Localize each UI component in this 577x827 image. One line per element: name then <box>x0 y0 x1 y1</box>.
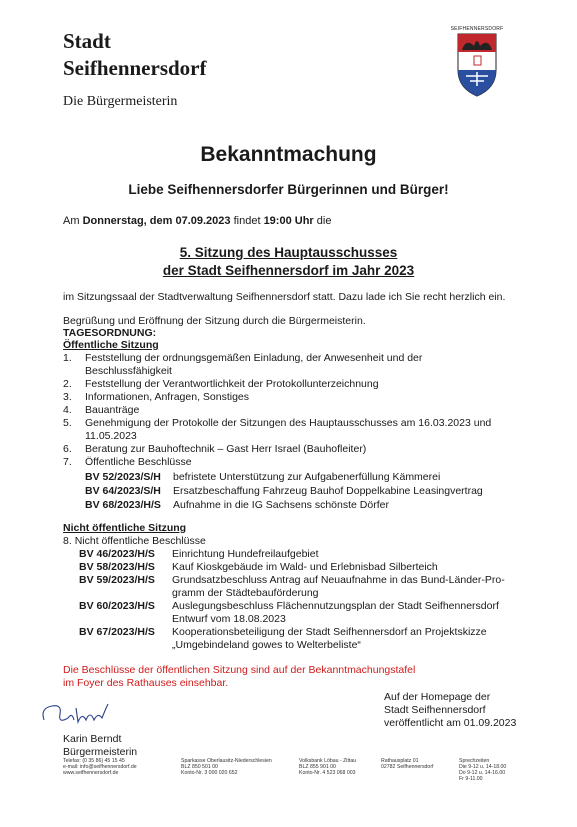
resolution-text: Ersatzbeschaffung Fahrzeug Bauhof Doppelkabine Leasingvertrag <box>173 485 483 497</box>
handwritten-signature <box>38 698 138 732</box>
location-text: im Sitzungssaal der Stadtverwaltung Seifhennersdorf statt. Dazu lade ich Sie recht herzlich ein. <box>63 291 506 303</box>
bank-account: Konto-Nr. 3 000 020 652 <box>181 770 238 776</box>
city-line-1: Stadt <box>63 29 111 53</box>
session-title-1: 5. Sitzung des Hauptausschusses <box>179 245 398 260</box>
resolution-text: Grundsatzbeschluss Antrag auf Neuaufnahme in das Bund-Länder-Pro- <box>172 574 505 586</box>
crest-label: SEIFHENNERSDORF <box>450 26 504 32</box>
resolution-row <box>79 548 549 561</box>
resolution-row <box>79 561 549 574</box>
list-item <box>63 443 543 456</box>
welcome-text: Begrüßung und Eröffnung der Sitzung durch die Bürgermeisterin. <box>63 315 366 327</box>
footer-website-link[interactable]: www.seifhennersdorf.de <box>63 770 119 776</box>
intro-middle: findet <box>230 215 264 227</box>
resolution-code: BV 59/2023/H/S <box>79 574 155 586</box>
hours-tuesday: Die 9-12 u. 14-18.00 <box>459 764 507 770</box>
bank-name: Volksbank Löbau - Zittau <box>299 758 357 764</box>
meeting-date: Donnerstag, dem 07.09.2023 <box>82 215 231 227</box>
public-agenda-list <box>63 352 543 469</box>
nonpublic-item <box>63 535 206 548</box>
resolution-row <box>85 485 545 499</box>
publication-date: veröffentlicht am 01.09.2023 <box>384 717 517 729</box>
public-notice <box>63 664 415 690</box>
signer-name: Karin Berndt <box>63 733 122 745</box>
item-number: 6. <box>63 443 72 455</box>
address-city: 02782 Seifhennersdorf <box>381 764 434 770</box>
resolution-code: BV 58/2023/H/S <box>79 561 155 573</box>
item-text: Feststellung der Verantwortlichkeit der Protokollunterzeichnung <box>85 378 379 390</box>
footer-email-link[interactable]: e-mail: info@seifhennersdorf.de <box>63 764 137 770</box>
footer-bank-2 <box>299 758 356 776</box>
hours-heading: Sprechzeiten <box>459 758 490 764</box>
item-number: 5. <box>63 417 72 429</box>
list-item <box>63 352 543 378</box>
item-number: 1. <box>63 352 72 364</box>
item-number: 8. <box>63 535 72 547</box>
nonpublic-resolutions-list <box>79 548 549 652</box>
item-text: Informationen, Anfragen, Sonstiges <box>85 391 250 403</box>
city-line-2: Seifhennersdorf <box>63 56 207 80</box>
resolution-row <box>79 574 549 600</box>
city-name <box>63 28 207 82</box>
item-number: 2. <box>63 378 72 390</box>
resolution-row <box>79 600 549 626</box>
publication-line-2: Stadt Seifhennersdorf <box>384 704 486 716</box>
notice-line-1: Die Beschlüsse der öffentlichen Sitzung sind auf der Bekanntmachungstafel <box>63 664 416 676</box>
item-number: 7. <box>63 456 72 468</box>
resolution-text: Kooperationsbeteiligung der Stadt Seifhennersdorf an Projektskizze <box>172 626 487 638</box>
list-item <box>63 417 543 443</box>
footer-bank-1 <box>181 758 272 776</box>
resolution-text: Auslegungsbeschluss Flächennutzungsplan der Stadt Seifhennersdorf <box>172 600 499 612</box>
item-text: Beratung zur Bauhoftechnik – Gast Herr Israel (Bauhofleiter) <box>85 443 367 455</box>
resolution-text: Einrichtung Hundefreilaufgebiet <box>172 548 319 560</box>
intro-text <box>63 215 331 228</box>
publication-note <box>384 691 516 730</box>
item-number: 3. <box>63 391 72 403</box>
notice-line-2: im Foyer des Rathauses einsehbar. <box>63 677 229 689</box>
resolution-code: BV 67/2023/H/S <box>79 626 155 638</box>
item-number: 4. <box>63 404 72 416</box>
publication-line-1: Auf der Homepage der <box>384 691 491 703</box>
hours-friday: Fr 9-11.00 <box>459 776 483 782</box>
session-title-2: der Stadt Seifhennersdorf im Jahr 2023 <box>162 263 415 278</box>
signer-role: Bürgermeisterin <box>63 746 138 758</box>
list-item <box>63 404 543 417</box>
item-text: Feststellung der ordnungsgemäßen Einladung, der Anwesenheit und der <box>85 352 423 364</box>
greeting: Liebe Seifhennersdorfer Bürgerinnen und Bürger! <box>128 182 449 197</box>
resolution-text: befristete Unterstützung zur Aufgabenerfüllung Kämmerei <box>173 471 441 483</box>
footer-hours <box>459 758 506 782</box>
item-text: Öffentliche Beschlüsse <box>85 456 192 468</box>
item-text: Genehmigung der Protokolle der Sitzungen des Hauptausschusses am 16.03.2023 und <box>85 417 492 429</box>
item-text: Nicht öffentliche Beschlüsse <box>74 535 206 547</box>
intro-prefix: Am <box>63 215 83 227</box>
hours-thursday: Do 9-12 u. 14-16.00 <box>459 770 506 776</box>
office-title: Die Bürgermeisterin <box>63 94 178 109</box>
bank-blz: BLZ 855 901 00 <box>299 764 336 770</box>
resolution-text: Aufnahme in die IG Sachsens schönste Dörfer <box>173 499 389 511</box>
public-resolutions-list <box>85 471 545 513</box>
nonpublic-session-heading: Nicht öffentliche Sitzung <box>63 522 187 534</box>
list-item <box>63 456 543 469</box>
bank-name: Sparkasse Oberlausitz-Niederschlesien <box>181 758 272 764</box>
resolution-row <box>79 626 549 652</box>
resolution-code: BV 68/2023/H/S <box>85 499 161 511</box>
resolution-text-cont: gramm der Städtebauförderung <box>172 587 319 599</box>
resolution-text-cont: Entwurf vom 18.08.2023 <box>172 613 286 625</box>
list-item <box>63 391 543 404</box>
signature-block <box>63 733 137 759</box>
meeting-time: 19:00 Uhr <box>263 215 314 227</box>
public-session-heading: Öffentliche Sitzung <box>63 339 159 351</box>
resolution-code: BV 52/2023/S/H <box>85 471 161 483</box>
resolution-row <box>85 471 545 485</box>
footer-contact <box>63 758 137 776</box>
crest-shield-icon <box>446 26 508 100</box>
bank-blz: BLZ 850 501 00 <box>181 764 218 770</box>
item-text: Bauanträge <box>85 404 140 416</box>
bank-account: Konto-Nr. 4 523 068 003 <box>299 770 356 776</box>
footer-address <box>381 758 434 770</box>
resolution-text: Kauf Kioskgebäude im Wald- und Erlebnisbad Silberteich <box>172 561 438 573</box>
resolution-code: BV 64/2023/S/H <box>85 485 161 497</box>
page-title: Bekanntmachung <box>200 143 377 166</box>
agenda-heading: TAGESORDNUNG: <box>63 327 157 339</box>
city-crest <box>446 26 508 100</box>
item-text-cont: 11.05.2023 <box>85 430 137 442</box>
address-street: Rathausplatz 01 <box>381 758 419 764</box>
resolution-code: BV 46/2023/H/S <box>79 548 155 560</box>
item-text-cont: Beschlussfähigkeit <box>85 365 172 377</box>
footer-fax: Telefax: (0 35 86) 45 15 45 <box>63 758 125 764</box>
resolution-row <box>85 499 545 513</box>
list-item <box>63 378 543 391</box>
intro-suffix: die <box>313 215 332 227</box>
resolution-code: BV 60/2023/H/S <box>79 600 155 612</box>
resolution-text-cont: „Umgebindeland gowes to Welterbeliste“ <box>172 639 361 651</box>
